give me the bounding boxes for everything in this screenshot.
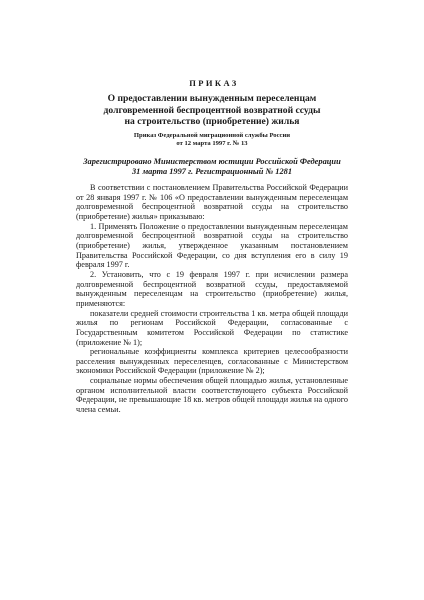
order-title — [0, 93, 424, 128]
clause-2-item-cost-indicators: показатели средней стоимости строительства 1 кв. метра общей площади жилья по регионам Российской Федерации, согласованные с Государственным комитетом Российской Федерации по статистике (приложение № 1); — [76, 308, 348, 347]
preamble-paragraph: В соответствии с постановлением Правительства Российской Федерации от 28 января 1997 г. № 106 «О предоставлении вынужденным переселенцам долговременной беспроцентной возвратной ссуды на строительство (приобретение) жилья» приказываю: — [76, 183, 348, 221]
order-issuer-line-2: от 12 марта 1997 г. № 13 — [176, 140, 248, 148]
order-issuer — [0, 132, 424, 149]
registration-note — [0, 157, 424, 178]
registration-line-2: 31 марта 1997 г. Регистрационный № 1281 — [131, 167, 293, 177]
order-title-line-1: О предоставлении вынужденным переселенцам — [107, 93, 317, 104]
order-title-line-3: на строительство (приобретение) жилья — [124, 116, 300, 128]
clause-2-item-social-norms: социальные нормы обеспечения общей площадью жилья, установленные органом исполнительной власти соответствующего субъекта Российской Федерации, не превышающие 18 кв. метров общей площади жилья на одного члена семьи. — [76, 376, 348, 415]
order-body — [76, 183, 348, 415]
clause-2-item-regional-coefficients: региональные коэффициенты комплекса критериев целесообразности расселения вынужденных переселенцев, согласованные с Министерством экономики Российской Федерации (приложение № 2); — [76, 347, 348, 376]
document-type-heading: ПРИКАЗ — [189, 78, 239, 88]
registration-line-1: Зарегистрировано Министерством юстиции Российской Федерации — [83, 157, 341, 166]
clause-2-paragraph: 2. Установить, что с 19 февраля 1997 г. при исчислении размера долговременной беспроцентной возвратной ссуды, предоставляемой вынужденным переселенцам на строительство (приобретение) жилья, применяются: — [76, 269, 348, 308]
order-issuer-line-1: Приказ Федеральной миграционной службы России — [133, 132, 291, 139]
clause-1-paragraph: 1. Применять Положение о предоставлении вынужденным переселенцам долговременной беспроцентной возвратной ссуды на строительство (приобретение) жилья, утвержденное указанным постановлением Правительства Российской Федерации, со дня вступления его в силу 19 февраля 1997 г. — [76, 221, 348, 270]
order-title-line-2: долговременной беспроцентной возвратной ссуды — [103, 104, 321, 116]
